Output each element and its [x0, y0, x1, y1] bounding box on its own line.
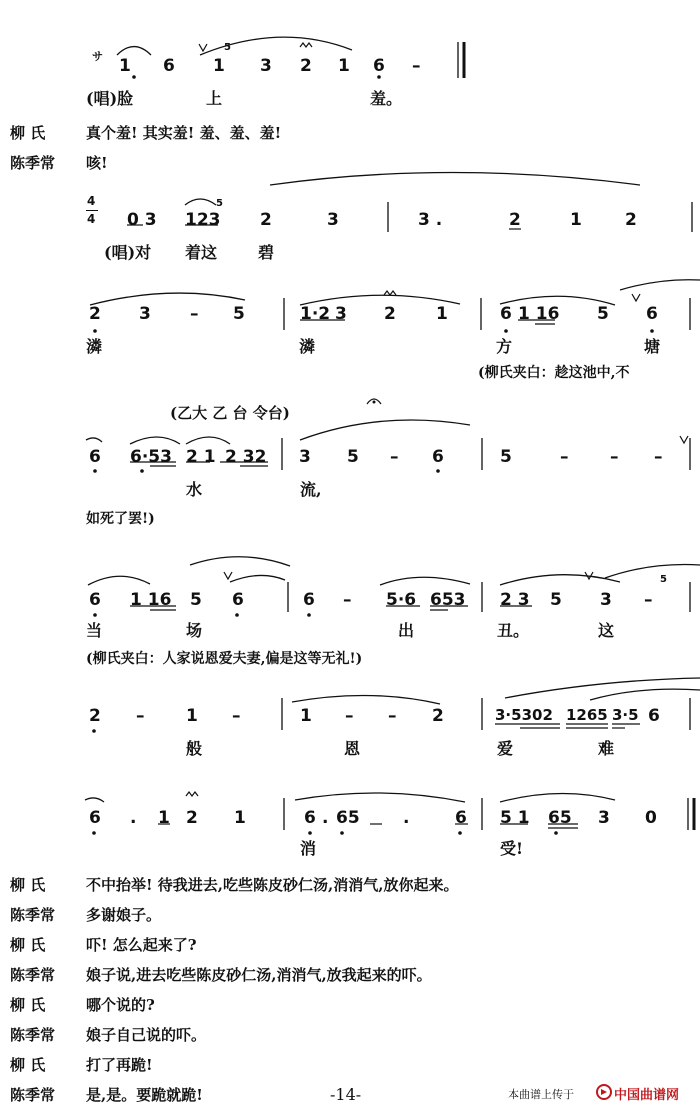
note: 0 3 — [127, 210, 157, 230]
speaker-name: 柳 氏 — [10, 124, 46, 142]
slur — [117, 47, 151, 56]
note: . — [403, 808, 410, 828]
note: 3 — [327, 210, 339, 230]
note: . — [130, 808, 137, 828]
speaker-name: 陈季常 — [10, 1086, 56, 1104]
note: 1·2 — [300, 304, 331, 324]
note: 1 — [234, 808, 246, 828]
note: 2 — [384, 304, 396, 324]
note: 1 16 — [130, 590, 172, 610]
time-signature-line — [86, 210, 98, 211]
note: 0 — [645, 808, 657, 828]
lyric: 流, — [300, 480, 322, 499]
note: 3 — [598, 808, 610, 828]
lyric: 碧 — [258, 243, 275, 262]
note: 1 — [338, 56, 350, 76]
speaker-name: 柳 氏 — [10, 1056, 46, 1074]
speaker-name: 陈季常 — [10, 906, 56, 924]
slur — [270, 173, 640, 186]
note: 6 — [89, 447, 101, 467]
slur — [380, 577, 470, 585]
note: 6 — [163, 56, 175, 76]
slur — [130, 437, 180, 444]
slur — [500, 793, 615, 802]
note: 3 — [335, 304, 347, 324]
note: 5·6 — [386, 590, 417, 610]
note: – — [136, 706, 145, 726]
time-signature-top: 4 — [87, 194, 96, 208]
grace-note: 5 — [660, 574, 667, 585]
note: 3 — [139, 304, 151, 324]
note: 2 — [89, 304, 101, 324]
note: 3 . — [418, 210, 443, 230]
note: 6 — [455, 808, 467, 828]
note: – — [343, 590, 352, 610]
note: – — [390, 447, 399, 467]
percussion-cue: (乙大 乙 台 令台) — [170, 404, 290, 422]
lyric: 塘 — [644, 337, 661, 356]
note: 6 — [89, 590, 101, 610]
dialogue-line: 是,是。要跪就跪! — [86, 1086, 203, 1104]
speaker-name: 陈季常 — [10, 154, 56, 172]
note: 6 — [432, 447, 444, 467]
slur — [605, 565, 700, 578]
note: 1 — [119, 56, 131, 76]
grace-note: 5 — [216, 198, 223, 209]
note: 1 — [570, 210, 582, 230]
slur — [186, 437, 230, 444]
note: 2 — [625, 210, 637, 230]
lyric: 羞。 — [370, 89, 403, 108]
note: 3 — [600, 590, 612, 610]
slur — [88, 576, 150, 585]
dialogue-line: 哪个说的? — [86, 996, 155, 1014]
slur — [230, 575, 285, 582]
note: 3·5 — [612, 706, 639, 724]
speaker-name: 柳 氏 — [10, 936, 46, 954]
lyric: 当 — [86, 621, 103, 640]
grace-note: 5 — [224, 42, 231, 53]
site-name[interactable]: 中国曲谱网 — [614, 1088, 680, 1103]
note: 6 — [646, 304, 658, 324]
note: 1 — [186, 706, 198, 726]
note: – — [345, 706, 354, 726]
dialogue-line: 吓! 怎么起来了? — [86, 936, 197, 954]
note: – — [232, 706, 241, 726]
note: – — [560, 447, 569, 467]
note: 5 1 — [500, 808, 530, 828]
slur — [505, 678, 700, 698]
note: – — [190, 304, 199, 324]
dialogue-line: 多谢娘子。 — [86, 906, 162, 924]
note: 1 — [436, 304, 448, 324]
dialogue-line: 真个羞! 其实羞! 羞、羞、羞! — [86, 124, 282, 142]
note: 6 — [303, 590, 315, 610]
lyric: 消 — [300, 839, 317, 858]
note: 2 — [509, 210, 521, 230]
lyric: 潾 — [299, 337, 316, 356]
spoken-aside: 如死了罢!) — [86, 511, 155, 527]
slur — [85, 798, 104, 802]
note: – — [388, 706, 397, 726]
slur — [590, 689, 700, 700]
note: 65 — [336, 808, 360, 828]
note: – — [644, 590, 653, 610]
slur — [86, 438, 102, 442]
note: 65 — [548, 808, 572, 828]
slur — [190, 557, 290, 566]
note: . — [322, 808, 329, 828]
slur — [295, 793, 465, 802]
speaker-name: 柳 氏 — [10, 996, 46, 1014]
note: 1 — [213, 56, 225, 76]
note: 5 — [550, 590, 562, 610]
note: 5 — [233, 304, 245, 324]
note: 5 — [190, 590, 202, 610]
note: 6·53 — [130, 447, 172, 467]
note: 1 — [158, 808, 170, 828]
lyric: 着这 — [185, 243, 218, 262]
slur — [185, 199, 216, 205]
note: 2 — [260, 210, 272, 230]
note: 2 — [432, 706, 444, 726]
note: 2 — [186, 808, 198, 828]
note: 1265 — [566, 706, 608, 724]
lyric: 难 — [598, 739, 615, 758]
note: 2 1 — [186, 447, 216, 467]
lyric: 丑。 — [497, 621, 530, 640]
note: 5 — [347, 447, 359, 467]
speaker-name: 陈季常 — [10, 1026, 56, 1044]
note: 3 — [299, 447, 311, 467]
dialogue-line: 咳! — [86, 154, 108, 172]
dialogue-line: 打了再跪! — [86, 1056, 153, 1074]
lyric: 水 — [186, 480, 203, 499]
note: – — [412, 56, 421, 76]
note: 5 — [597, 304, 609, 324]
speaker-name: 柳 氏 — [10, 876, 46, 894]
note: 2 — [89, 706, 101, 726]
note: – — [654, 447, 663, 467]
lyric: (唱)对 — [104, 243, 152, 262]
note: – — [610, 447, 619, 467]
slur — [620, 280, 700, 290]
lyric: 爱 — [497, 739, 514, 758]
slur — [500, 575, 620, 585]
scattered-tempo-mark: サ — [92, 50, 103, 63]
slur — [90, 293, 245, 305]
lyric: 潾 — [86, 337, 103, 356]
note: 1 — [300, 706, 312, 726]
note: 6 — [89, 808, 101, 828]
note: 3 — [260, 56, 272, 76]
lyric: 般 — [186, 739, 203, 758]
dialogue-line: 娘子自己说的吓。 — [86, 1026, 207, 1044]
lyric: 出 — [398, 621, 415, 640]
lyric: 上 — [206, 89, 223, 108]
dialogue-line: 不中抬举! 待我进去,吃些陈皮砂仁汤,消消气,放你起来。 — [86, 876, 459, 894]
note: 6 — [304, 808, 316, 828]
note: 123 — [185, 210, 221, 230]
note: 6 — [648, 706, 660, 726]
note: 2 3 — [500, 590, 530, 610]
page-number: -14- — [330, 1085, 362, 1104]
slur — [300, 420, 470, 440]
note: 6 — [232, 590, 244, 610]
speaker-name: 陈季常 — [10, 966, 56, 984]
lyric: 恩 — [344, 739, 361, 758]
note: 5 — [500, 447, 512, 467]
time-signature-bottom: 4 — [87, 212, 96, 226]
lyric: 受! — [500, 839, 524, 858]
upload-notice: 本曲谱上传于 — [508, 1088, 574, 1101]
spoken-aside: (柳氏夹白：趁这池中,不 — [478, 365, 630, 381]
lyric: 场 — [186, 621, 203, 640]
lyric: 方 — [496, 337, 513, 356]
note: 1 16 — [518, 304, 560, 324]
slur — [200, 37, 352, 55]
spoken-aside: (柳氏夹白：人家说恩爱夫妻,偏是这等无礼!) — [86, 651, 363, 667]
note: 3·5302 — [495, 706, 553, 724]
lyric: (唱)脸 — [86, 89, 134, 108]
dialogue-line: 娘子说,进去吃些陈皮砂仁汤,消消气,放我起来的吓。 — [86, 966, 432, 984]
note: 2 — [300, 56, 312, 76]
note: 6 — [373, 56, 385, 76]
note: 6 — [500, 304, 512, 324]
note: 2 32 — [225, 447, 267, 467]
note: 653 — [430, 590, 466, 610]
lyric: 这 — [598, 621, 615, 640]
site-logo-icon — [596, 1084, 612, 1100]
slur — [292, 695, 440, 704]
